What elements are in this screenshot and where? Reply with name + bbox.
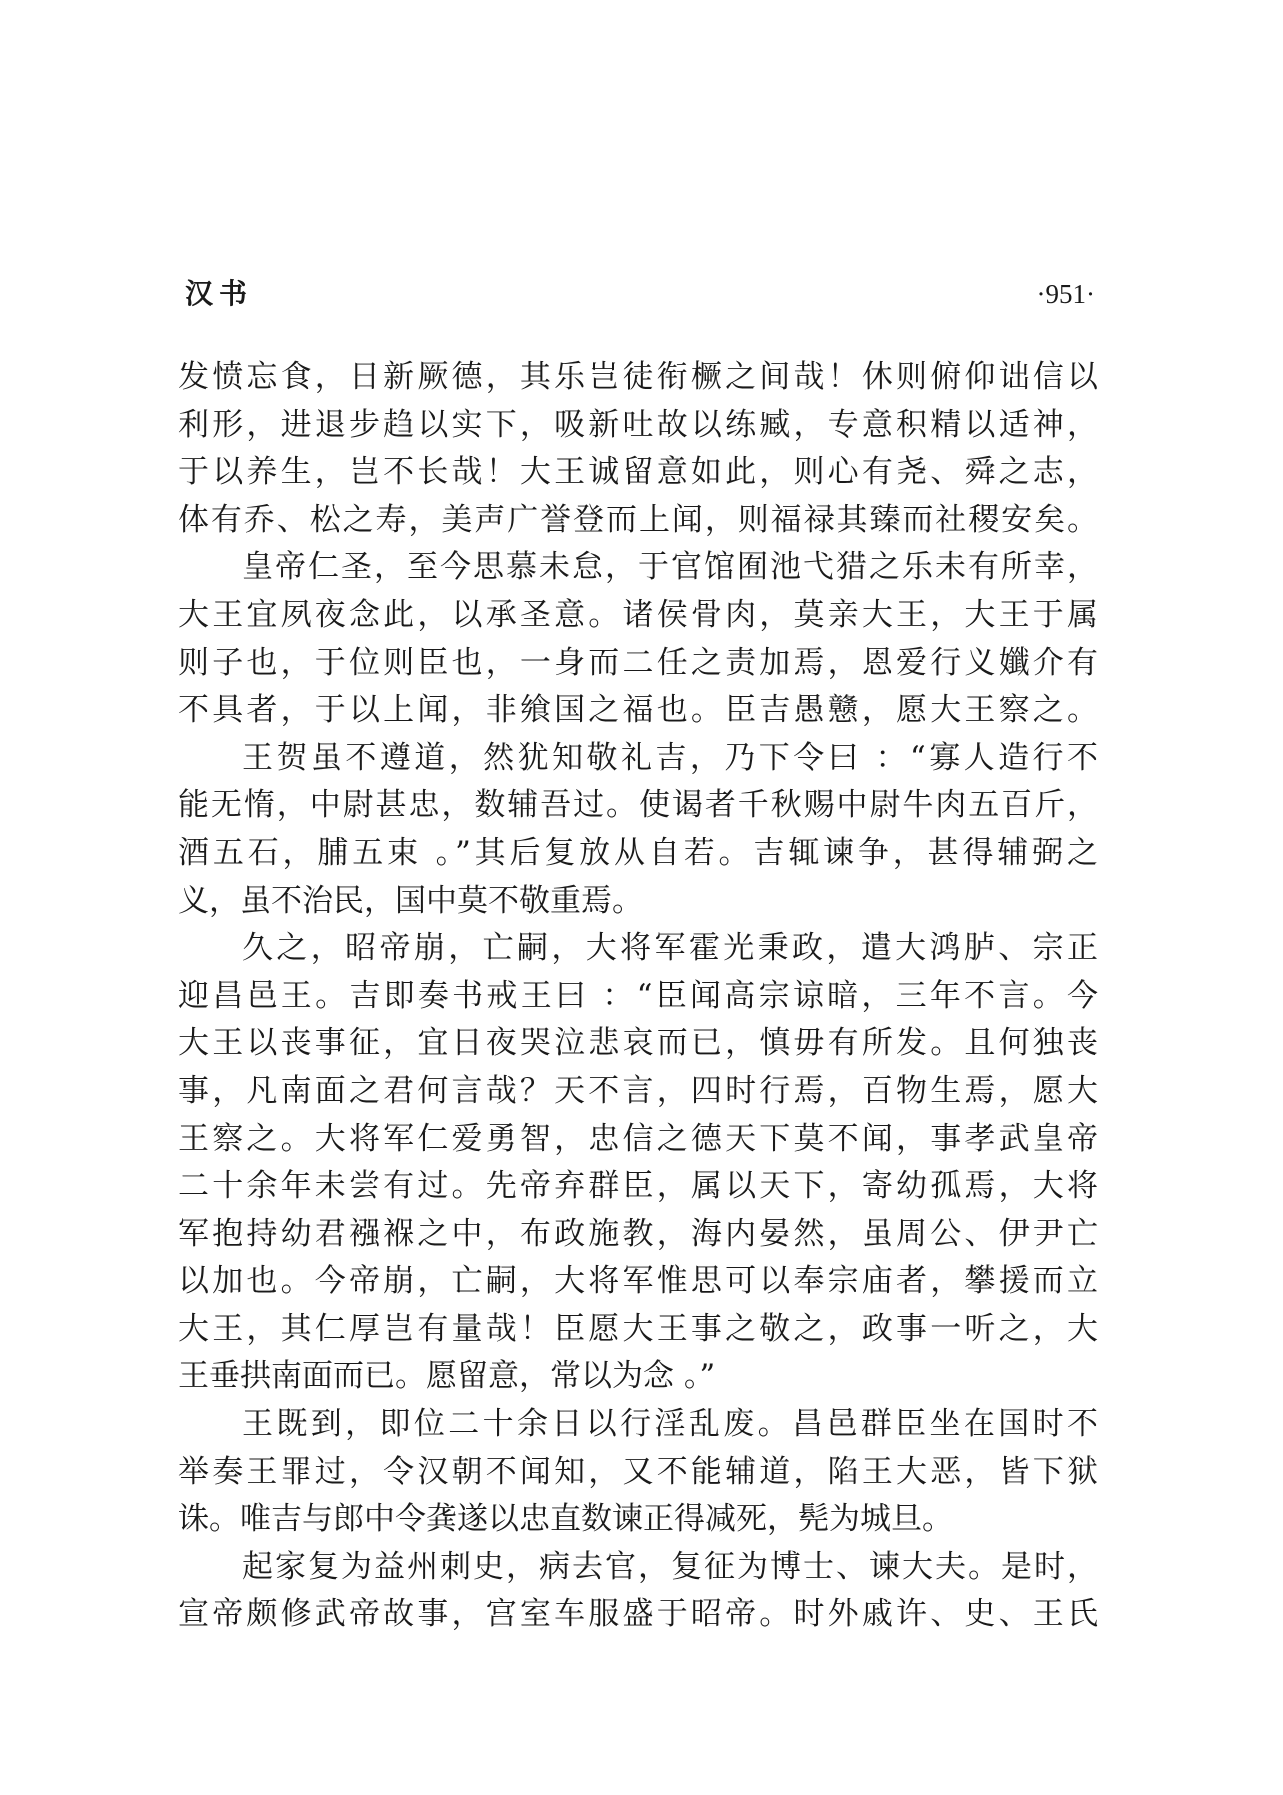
text-line: 能无惰，中尉甚忠，数辅吾过。使谒者千秋赐中尉牛肉五百斤，: [178, 787, 1098, 824]
text-line: 不具者，于以上闻，非飨国之福也。臣吉愚戆，愿大王察之。: [178, 692, 1098, 729]
text-line: 发愤忘食，日新厥德，其乐岂徒衔橛之间哉！休则俯仰诎信以: [178, 359, 1098, 395]
text-line: 则子也，于位则臣也，一身而二任之责加焉，恩爱行义孅介有: [178, 644, 1098, 681]
page-number: ·951·: [1036, 279, 1095, 309]
text-line: 军抱持幼君襁褓之中，布政施教，海内晏然，虽周公、伊尹亡: [178, 1215, 1098, 1252]
text-line: 举奏王罪过，令汉朝不闻知，又不能辅道，陷王大恶，皆下狱: [178, 1453, 1098, 1490]
text-line: 于以养生，岂不长哉！大王诚留意如此，则心有尧、舜之志，: [178, 454, 1098, 491]
text-line: 大王宜夙夜念此，以承圣意。诸侯骨肉，莫亲大王，大王于属: [178, 596, 1098, 633]
text-line: 利形，进退步趋以实下，吸新吐故以练臧，专意积精以适神，: [178, 406, 1098, 443]
paragraph-first-line: 皇帝仁圣，至今思慕未怠，于官馆囿池弋猎之乐未有所幸，: [242, 549, 1098, 586]
text-line: 体有乔、松之寿，美声广誉登而上闻，则福禄其臻而社稷安矣。: [178, 501, 1098, 538]
text-line: 事，凡南面之君何言哉？天不言，四时行焉，百物生焉，愿大: [178, 1072, 1098, 1109]
paragraph-last-line: 义，虽不治民，国中莫不敬重焉。: [178, 882, 643, 919]
text-line: 迎昌邑王。吉即奏书戒王曰 ：“臣闻高宗谅暗，三年不言。今: [178, 977, 1098, 1014]
paragraph-first-line: 王既到，即位二十余日以行淫乱废。昌邑群臣坐在国时不: [242, 1406, 1098, 1443]
paragraph-last-line: 诛。唯吉与郎中令龚遂以忠直数谏正得减死，髡为城旦。: [178, 1501, 953, 1538]
text-line: 酒五石，脯五束 。”其后复放从自若。吉辄谏争，甚得辅弼之: [178, 834, 1098, 871]
paragraph-first-line: 久之，昭帝崩，亡嗣，大将军霍光秉政，遣大鸿胪、宗正: [242, 930, 1098, 967]
paragraph-first-line: 起家复为益州刺史，病去官，复征为博士、谏大夫。是时，: [242, 1548, 1098, 1585]
text-line: 王察之。大将军仁爱勇智，忠信之德天下莫不闻，事孝武皇帝: [178, 1120, 1098, 1157]
page-header: [185, 272, 1095, 316]
text-line: 以加也。今帝崩，亡嗣，大将军惟思可以奉宗庙者，攀援而立: [178, 1263, 1098, 1300]
paragraph-last-line: 王垂拱南面而已。愿留意，常以为念 。”: [178, 1358, 716, 1395]
text-line: 大王以丧事征，宜日夜哭泣悲哀而已，慎毋有所发。且何独丧: [178, 1025, 1098, 1062]
text-line: 大王，其仁厚岂有量哉！臣愿大王事之敬之，政事一听之，大: [178, 1310, 1098, 1347]
text-line: 二十余年未尝有过。先帝弃群臣，属以天下，寄幼孤焉，大将: [178, 1168, 1098, 1205]
paragraph-first-line: 王贺虽不遵道，然犹知敬礼吉，乃下令曰 ：“寡人造行不: [242, 739, 1098, 776]
book-title: 汉书: [185, 277, 254, 310]
text-line: 宣帝颇修武帝故事，宫室车服盛于昭帝。时外戚许、史、王氏: [178, 1596, 1098, 1633]
body-text: [178, 354, 1098, 1639]
